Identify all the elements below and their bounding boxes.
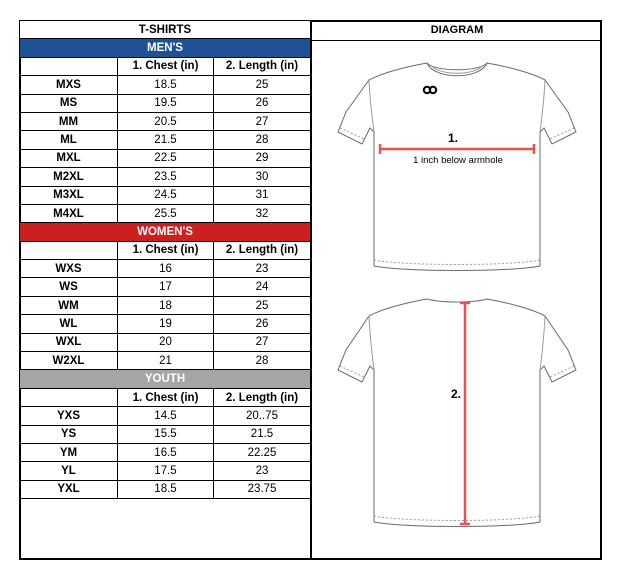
length-cell: 30 [214, 168, 311, 186]
table-row [20, 131, 311, 149]
length-cell: 31 [214, 186, 311, 204]
length-cell: 22.25 [214, 443, 311, 461]
size-cell: MM [20, 112, 118, 130]
chest-cell: 17 [118, 278, 214, 296]
size-cell: ML [20, 131, 118, 149]
chest-cell: 20.5 [118, 112, 214, 130]
size-cell: YS [20, 425, 118, 443]
length-cell: 23 [214, 260, 311, 278]
length-column-header: 2. Length (in) [214, 241, 311, 259]
diagram-panel [310, 20, 602, 560]
table-row [20, 149, 311, 167]
table-row [20, 278, 311, 296]
chest-cell: 18.5 [118, 76, 214, 94]
length-column-header: 2. Length (in) [214, 388, 311, 406]
length-cell: 23 [214, 462, 311, 480]
size-column-header [20, 241, 118, 259]
table-row [20, 112, 311, 130]
chest-cell: 17.5 [118, 462, 214, 480]
chest-cell: 16.5 [118, 443, 214, 461]
length-cell: 25 [214, 296, 311, 314]
length-cell: 27 [214, 333, 311, 351]
length-cell: 26 [214, 315, 311, 333]
size-cell: YXS [20, 407, 118, 425]
size-cell: W2XL [20, 352, 118, 370]
table-row [20, 315, 311, 333]
table-row [20, 333, 311, 351]
table-row [20, 186, 311, 204]
chest-cell: 21.5 [118, 131, 214, 149]
chest-cell: 18 [118, 296, 214, 314]
chest-column-header: 1. Chest (in) [118, 57, 214, 75]
size-cell: WXS [20, 260, 118, 278]
length-label: 2. [450, 387, 462, 401]
chest-cell: 21 [118, 352, 214, 370]
table-row [20, 168, 311, 186]
table-row [20, 443, 311, 461]
size-cell: MXL [20, 149, 118, 167]
table-row [20, 352, 311, 370]
table-row [20, 296, 311, 314]
chest-cell: 23.5 [118, 168, 214, 186]
size-column-header [20, 57, 118, 75]
size-cell: WL [20, 315, 118, 333]
size-table [19, 20, 311, 499]
size-cell: MS [20, 94, 118, 112]
chest-cell: 25.5 [118, 204, 214, 222]
size-column-header [20, 388, 118, 406]
diagram-title: DIAGRAM [312, 20, 602, 41]
chest-cell: 19.5 [118, 94, 214, 112]
chest-cell: 16 [118, 260, 214, 278]
size-cell: YXL [20, 480, 118, 498]
length-column-header: 2. Length (in) [214, 57, 311, 75]
length-cell: 25 [214, 76, 311, 94]
chest-note: 1 inch below armhole [413, 155, 503, 166]
size-cell: YM [20, 443, 118, 461]
length-cell: 29 [214, 149, 311, 167]
length-cell: 26 [214, 94, 311, 112]
table-row [20, 480, 311, 498]
size-cell: M4XL [20, 204, 118, 222]
length-cell: 28 [214, 352, 311, 370]
table-row [20, 425, 311, 443]
table-row [20, 204, 311, 222]
size-cell: YL [20, 462, 118, 480]
chest-cell: 19 [118, 315, 214, 333]
length-cell: 27 [214, 112, 311, 130]
size-cell: M2XL [20, 168, 118, 186]
length-cell: 32 [214, 204, 311, 222]
chest-column-header: 1. Chest (in) [118, 388, 214, 406]
size-cell: M3XL [20, 186, 118, 204]
tshirt-front-icon [338, 63, 576, 271]
chest-cell: 18.5 [118, 480, 214, 498]
youth-section-header: YOUTH [20, 370, 311, 388]
table-row [20, 260, 311, 278]
chest-column-header: 1. Chest (in) [118, 241, 214, 259]
length-cell: 24 [214, 278, 311, 296]
tshirt-diagrams [312, 20, 602, 560]
chest-cell: 22.5 [118, 149, 214, 167]
chest-cell: 15.5 [118, 425, 214, 443]
size-cell: MXS [20, 76, 118, 94]
chest-label: 1. [447, 131, 459, 145]
table-row [20, 407, 311, 425]
men-section-header: MEN'S [20, 39, 311, 57]
table-title: T-SHIRTS [20, 21, 311, 39]
chest-cell: 14.5 [118, 407, 214, 425]
tshirt-back-icon [338, 299, 576, 527]
length-cell: 28 [214, 131, 311, 149]
table-row [20, 76, 311, 94]
chest-cell: 24.5 [118, 186, 214, 204]
chest-cell: 20 [118, 333, 214, 351]
table-row [20, 462, 311, 480]
women-section-header: WOMEN'S [20, 223, 311, 241]
size-cell: WXL [20, 333, 118, 351]
length-cell: 21.5 [214, 425, 311, 443]
size-cell: WM [20, 296, 118, 314]
length-cell: 20..75 [214, 407, 311, 425]
length-cell: 23.75 [214, 480, 311, 498]
table-row [20, 94, 311, 112]
size-cell: WS [20, 278, 118, 296]
